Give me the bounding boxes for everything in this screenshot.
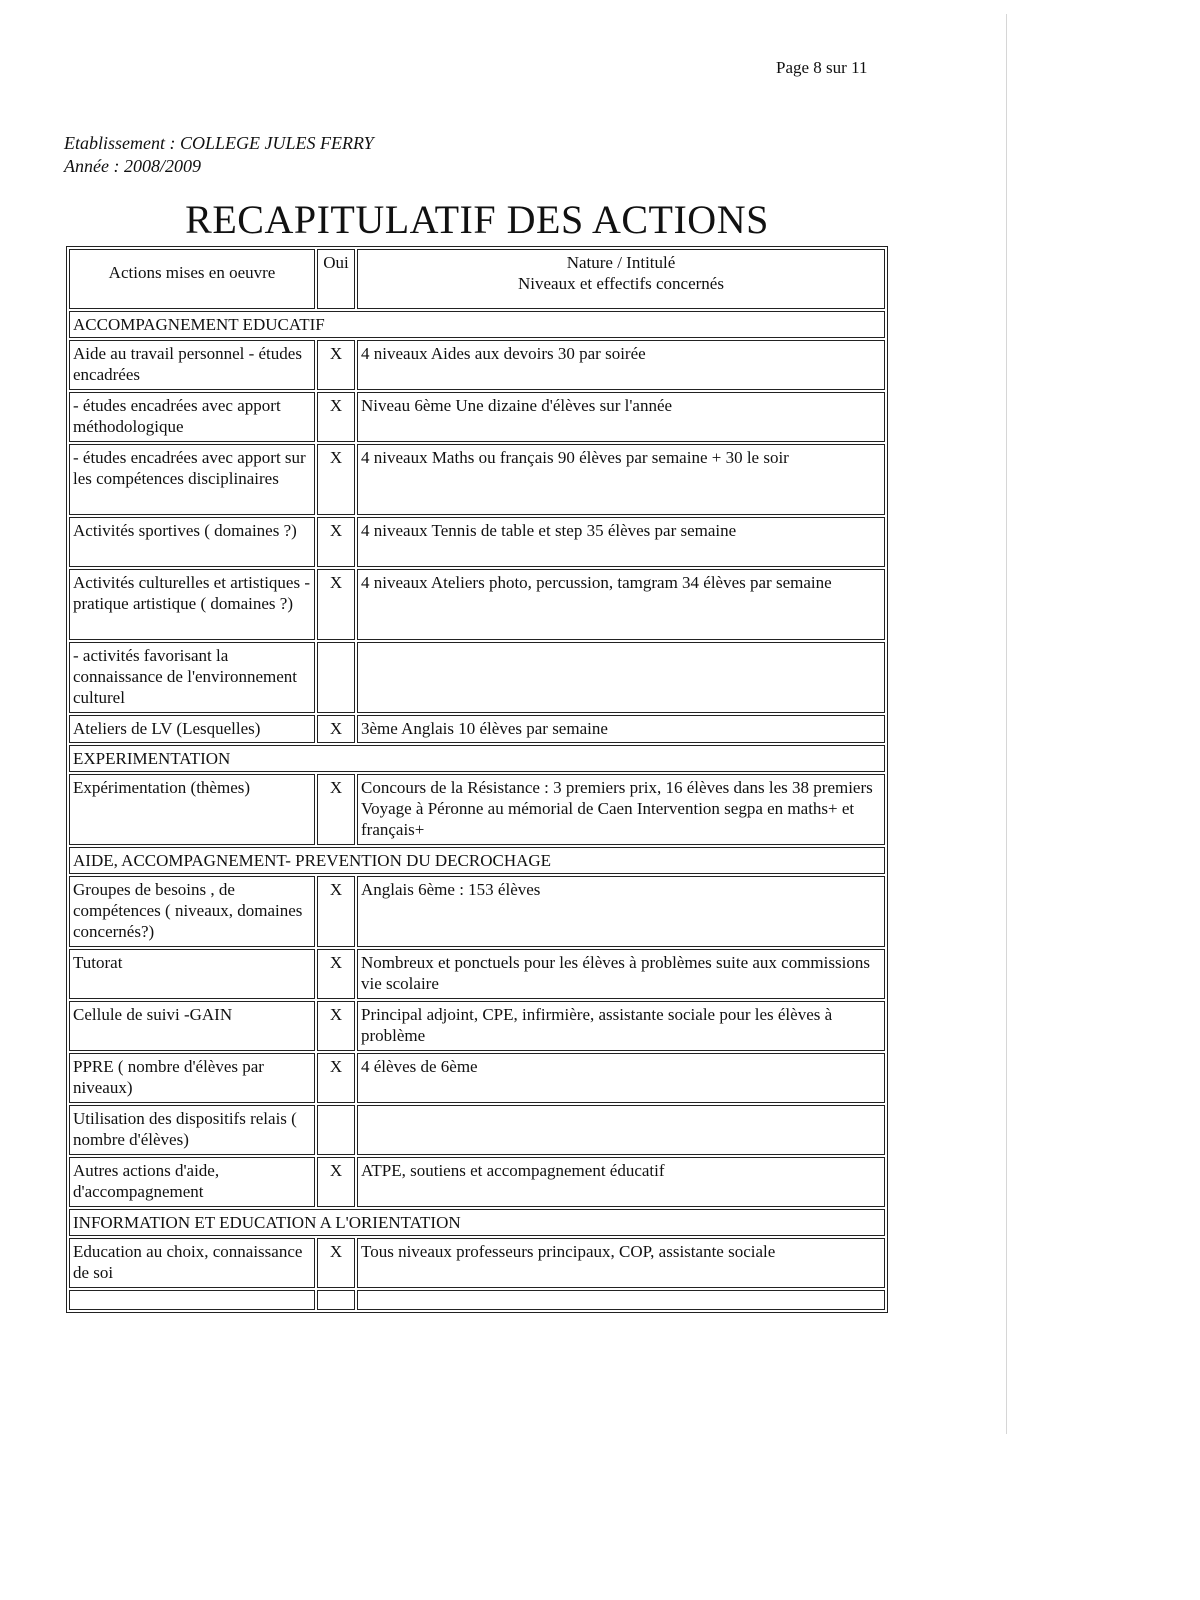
table-row — [69, 444, 885, 515]
year-line: Année : 2008/2009 — [64, 156, 201, 176]
section-row — [69, 311, 885, 338]
cell-oui — [317, 642, 355, 713]
table-row — [69, 517, 885, 567]
cell-oui: X — [317, 1238, 355, 1288]
header-nature-line1: Nature / Intitulé — [566, 253, 676, 272]
cell-nature: Concours de la Résistance : 3 premiers prix, 16 élèves dans les 38 premiers Voyage à Péronne au mémorial de Caen Intervention segpa en maths+ et français+ — [357, 774, 885, 845]
cell-nature: Tous niveaux professeurs principaux, COP, assistante sociale — [357, 1238, 885, 1288]
cell-oui: X — [317, 715, 355, 743]
table-row — [69, 340, 885, 390]
table-row — [69, 949, 885, 999]
table-row — [69, 569, 885, 640]
cell-action: Tutorat — [69, 949, 315, 999]
header-oui: Oui — [317, 249, 355, 309]
cell-oui: X — [317, 340, 355, 390]
page-number: Page 8 sur 11 — [776, 58, 868, 77]
cell-oui — [317, 1105, 355, 1155]
cell-oui: X — [317, 1053, 355, 1103]
cell-oui: X — [317, 569, 355, 640]
cell-action: Activités culturelles et artistiques - pratique artistique ( domaines ?) — [69, 569, 315, 640]
cell-oui: X — [317, 1157, 355, 1207]
cell-action-empty — [69, 1290, 315, 1310]
cell-nature: Principal adjoint, CPE, infirmière, assistante sociale pour les élèves à problème — [357, 1001, 885, 1051]
cell-oui: X — [317, 876, 355, 947]
cell-nature: 4 niveaux Tennis de table et step 35 élèves par semaine — [357, 517, 885, 567]
cell-oui: X — [317, 949, 355, 999]
actions-table — [66, 246, 888, 1313]
cell-nature: Anglais 6ème : 153 élèves — [357, 876, 885, 947]
cell-action: Groupes de besoins , de compétences ( niveaux, domaines concernés?) — [69, 876, 315, 947]
cell-nature: 4 élèves de 6ème — [357, 1053, 885, 1103]
cell-nature: Nombreux et ponctuels pour les élèves à problèmes suite aux commissions vie scolaire — [357, 949, 885, 999]
section-row — [69, 745, 885, 772]
cell-action: Ateliers de LV (Lesquelles) — [69, 715, 315, 743]
cell-action: Activités sportives ( domaines ?) — [69, 517, 315, 567]
document-meta — [64, 132, 374, 178]
cell-nature: 4 niveaux Maths ou français 90 élèves par semaine + 30 le soir — [357, 444, 885, 515]
cell-nature — [357, 1105, 885, 1155]
cell-nature — [357, 642, 885, 713]
establishment-line: Etablissement : COLLEGE JULES FERRY — [64, 133, 374, 153]
cell-action: Expérimentation (thèmes) — [69, 774, 315, 845]
page-title: RECAPITULATIF DES ACTIONS — [185, 197, 769, 242]
table-row — [69, 774, 885, 845]
cell-action: Autres actions d'aide, d'accompagnement — [69, 1157, 315, 1207]
cell-oui: X — [317, 1001, 355, 1051]
cell-action: - activités favorisant la connaissance de l'environnement culturel — [69, 642, 315, 713]
table-row — [69, 392, 885, 442]
cell-action: Utilisation des dispositifs relais ( nombre d'élèves) — [69, 1105, 315, 1155]
cell-action: - études encadrées avec apport méthodologique — [69, 392, 315, 442]
header-nature — [357, 249, 885, 309]
cell-nature: 4 niveaux Aides aux devoirs 30 par soirée — [357, 340, 885, 390]
cell-action: Aide au travail personnel - études encadrées — [69, 340, 315, 390]
section-title: AIDE, ACCOMPAGNEMENT- PREVENTION DU DECROCHAGE — [69, 847, 885, 874]
cell-nature: Niveau 6ème Une dizaine d'élèves sur l'année — [357, 392, 885, 442]
cell-oui-empty — [317, 1290, 355, 1310]
table-row — [69, 1053, 885, 1103]
table-row — [69, 715, 885, 743]
header-action: Actions mises en oeuvre — [69, 249, 315, 309]
cell-oui: X — [317, 392, 355, 442]
cell-oui: X — [317, 517, 355, 567]
cell-action: PPRE ( nombre d'élèves par niveaux) — [69, 1053, 315, 1103]
cell-nature: 4 niveaux Ateliers photo, percussion, tamgram 34 élèves par semaine — [357, 569, 885, 640]
section-row — [69, 847, 885, 874]
table-row — [69, 642, 885, 713]
section-title: ACCOMPAGNEMENT EDUCATIF — [69, 311, 885, 338]
page-edge-rule — [1006, 14, 1007, 1434]
cell-oui: X — [317, 444, 355, 515]
cell-action: Cellule de suivi -GAIN — [69, 1001, 315, 1051]
section-row — [69, 1209, 885, 1236]
table-row — [69, 1105, 885, 1155]
table-header-row — [69, 249, 885, 309]
cell-nature: 3ème Anglais 10 élèves par semaine — [357, 715, 885, 743]
section-title: EXPERIMENTATION — [69, 745, 885, 772]
table-row — [69, 1238, 885, 1288]
table-row — [69, 1157, 885, 1207]
table-row — [69, 1001, 885, 1051]
cell-action: - études encadrées avec apport sur les compétences disciplinaires — [69, 444, 315, 515]
table-row — [69, 876, 885, 947]
header-nature-line2: Niveaux et effectifs concernés — [518, 274, 724, 293]
cell-nature: ATPE, soutiens et accompagnement éducatif — [357, 1157, 885, 1207]
table-row-empty — [69, 1290, 885, 1310]
cell-action: Education au choix, connaissance de soi — [69, 1238, 315, 1288]
section-title: INFORMATION ET EDUCATION A L'ORIENTATION — [69, 1209, 885, 1236]
cell-nature-empty — [357, 1290, 885, 1310]
cell-oui: X — [317, 774, 355, 845]
